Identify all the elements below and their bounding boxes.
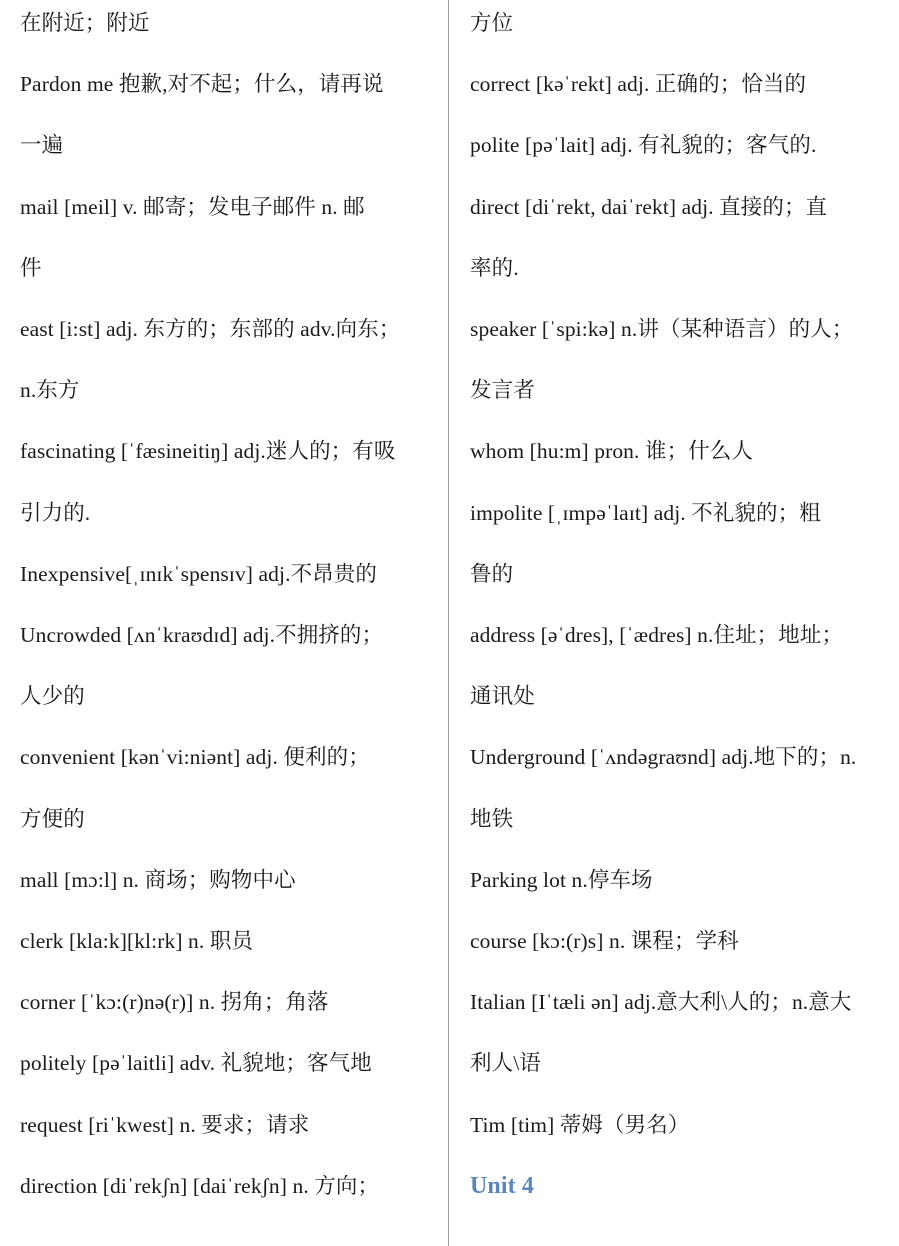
left-column-line: mall [mɔ:l] n. 商场；购物中心 [20,867,296,892]
left-column-line: Inexpensive[ˌɪnɪkˈspensɪv] adj.不昂贵的 [20,561,377,586]
right-column-line: polite [pəˈlait] adj. 有礼貌的；客气的. [470,133,817,158]
right-column-line: 发言者 [470,378,535,403]
left-column-line: politely [pəˈlaitli] adv. 礼貌地；客气地 [20,1051,372,1076]
left-column-line: 件 [20,255,42,280]
right-column-line: Parking lot n.停车场 [470,867,653,892]
right-column-line: speaker [ˈspi:kə] n.讲（某种语言）的人； [470,317,854,341]
left-column-line: direction [diˈrekʃn] [daiˈrekʃn] n. 方向； [20,1173,380,1198]
right-column-line: impolite [ˌɪmpəˈlaɪt] adj. 不礼貌的；粗 [470,500,821,525]
right-column-line: Underground [ˈʌndəgraʊnd] adj.地下的；n. [470,745,857,770]
unit-heading: Unit 4 [470,1172,534,1199]
right-column-line: whom [hu:m] pron. 谁；什么人 [470,439,753,464]
right-column-line: address [əˈdres], [ˈædres] n.住址；地址； [470,623,844,647]
right-column-line: Tim [tim] 蒂姆（男名） [470,1112,690,1137]
left-column-line: 人少的 [20,684,85,709]
right-column-line: 方位 [470,11,514,35]
right-column-line: 鲁的 [470,561,514,586]
left-column-line: 一遍 [20,133,64,158]
left-column-line: request [riˈkwest] n. 要求；请求 [20,1112,310,1137]
left-column-line: east [i:st] adj. 东方的；东部的 adv.向东； [20,317,401,341]
left-column-line: 引力的. [20,500,91,525]
right-column-line: 通讯处 [470,684,535,709]
left-column-line: clerk [kla:k][kl:rk] n. 职员 [20,929,254,953]
right-column-line: 地铁 [470,806,514,831]
right-column-line: 利人\语 [470,1051,541,1076]
right-column-line: 率的. [470,255,519,280]
left-column-line: Uncrowded [ʌnˈkraʊdɪd] adj.不拥挤的； [20,623,384,647]
left-column-line: 方便的 [20,806,85,831]
right-column-line: correct [kəˈrekt] adj. 正确的；恰当的 [470,72,807,97]
right-column-line: Italian [Iˈtæli ən] adj.意大利\人的；n.意大 [470,990,852,1015]
left-column-line: Pardon me 抱歉,对不起；什么，请再说 [20,72,384,97]
left-column-line: n.东方 [20,378,80,403]
column-divider [448,0,449,1246]
left-column-line: mail [meil] v. 邮寄；发电子邮件 n. 邮 [20,194,365,219]
right-column-line: course [kɔ:(r)s] n. 课程；学科 [470,929,739,953]
left-column-line: convenient [kənˈvi:niənt] adj. 便利的； [20,745,370,770]
right-column-line: direct [diˈrekt, daiˈrekt] adj. 直接的；直 [470,194,828,219]
left-column-line: 在附近；附近 [20,11,150,35]
left-column-line: corner [ˈkɔ:(r)nə(r)] n. 拐角；角落 [20,990,329,1015]
left-column-line: fascinating [ˈfæsineitiŋ] adj.迷人的；有吸 [20,439,396,464]
